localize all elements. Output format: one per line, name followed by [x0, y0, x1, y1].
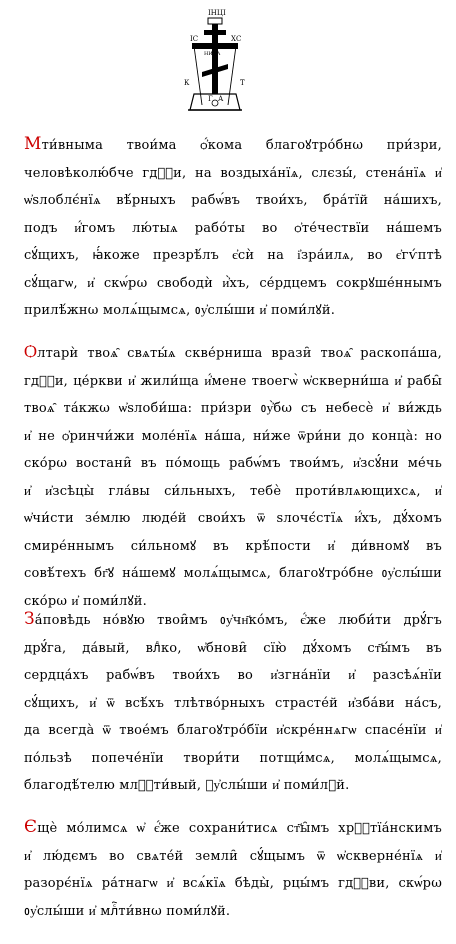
prayer-line: и҆ лю́дємъ во свѧте́й земли̑ сꙋ́щымъ ѿ ѡ҆скверне́нїѧ и҆ — [24, 848, 442, 864]
cross-titulus: ІНЦІ — [208, 9, 226, 17]
prayer-line: За́повѣдь но́вꙋю твои̑мъ ᲂу҆чн҃ко́мъ, є҆́же люби́ти дрꙋ́гъ — [24, 609, 442, 629]
prayer-line: гдⷭ҇и, це́ркви и҆ жили́ща и҆́мене твоегѡ̀ ѡ҆скверни́ша и҆ рабы̑ — [24, 373, 442, 389]
prayer-line: ѡ҆чи́сти зе́млю люде́й свои́хъ ѿ ѕлочє́стїѧ и҆́хъ, дꙋ́хомъ — [24, 511, 442, 526]
drop-initial: М — [24, 134, 42, 154]
prayer-line: разорє́нїѧ ра́тнагѡ и҆ всѧ́кїѧ бѣды̀, рцы́мъ гдⷭ҇ви, скѡ́рω — [24, 876, 442, 891]
prayer-line: человѣколю́бче гдⷭ҇и, на воздыха́нїѧ, слєзы́, стена́нїѧ и҆ — [24, 165, 442, 181]
prayer-line: по́льзѣ попече́нїи твори́ти потщи́мсѧ, молѧ́щымсѧ, — [24, 750, 442, 766]
prayer-paragraph-4 — [24, 814, 442, 925]
cross-label-g: Г — [208, 95, 213, 103]
drop-initial: Є — [24, 817, 38, 837]
prayer-line: ско́рω и҆ поми́лꙋй. — [24, 593, 147, 609]
prayer-line: сꙋ́щихъ, ꙗ҆́коже презрѣ́лъ є҆сѝ на і҆зра́илѧ, во є҆гѵ́птѣ — [24, 248, 442, 263]
cross-label-t: Т — [240, 79, 245, 87]
drop-initial: Ѻ — [24, 342, 38, 362]
prayer-line: совѣ́техъ бг҃ꙋ на́шемꙋ молѧ́щымсѧ, благоꙋтро́бне ᲂу҆слы́ши — [24, 566, 442, 581]
prayer-line: и҆ и҆зсѣцы̀ гла́вы си́льныхъ, тебѐ проти́влѧющихсѧ, и҆ — [24, 483, 442, 499]
prayer-line: сꙋ́щихъ, и҆ ѿ всѣ́хъ тлѣтво́рныхъ страсте́й и҆зба́ви на́съ, — [24, 695, 442, 711]
cross-label-nika: НИКА — [204, 51, 221, 57]
drop-initial: З — [24, 609, 35, 629]
cross-label-is: ІС — [190, 35, 199, 43]
prayer-line: и҆ не ѻ҆ринчи́жи моле́нїѧ на́ша, ни́же ѿри́ни до конца̀: но — [24, 428, 442, 444]
prayer-line: ѡ҆ѕлоблє́нїѧ вѣ́рныхъ рабѡ́въ твои́хъ, бра́тїй на́шихъ, — [24, 193, 442, 208]
prayer-line: сꙋ́щагѡ, и҆ скѡ́рω свободѝ и҆̀хъ, се́рдцемъ сокрꙋше́ннымъ — [24, 275, 442, 291]
prayer-line: Мти́вныма твои́ма ѻ҆́кома благоꙋтро́бнω при́зри, — [24, 134, 442, 154]
prayer-line: дрꙋ́га, да́вый, влⷣко, ѡ҆бнови̑ сїю̀ дꙋ́хомъ ст҃ы́мъ въ — [24, 640, 442, 656]
prayer-line: смире́ннымъ си́льномꙋ въ крѣ́пости и҆ ди́вномꙋ въ — [24, 538, 442, 554]
prayer-line: сердца́хъ рабѡ́въ твои́хъ во и҆згна́нїи и҆ разсѣѧ́нїи — [24, 668, 442, 683]
prayer-line: да всегда̀ ѿ твое́мъ благоꙋтро́бїи и҆скре́ннѧгѡ спасе́нїи и҆ — [24, 723, 442, 738]
prayer-line: Ѻлтарѝ твоѧ̑ свѧты́ѧ скве́рниша врази̑ твоѧ̑ раскопа́ша, — [24, 342, 442, 362]
calvary-cross-icon — [180, 10, 250, 115]
prayer-paragraph-3 — [24, 606, 442, 800]
prayer-paragraph-2 — [24, 339, 442, 615]
prayer-line: Єщѐ мо́лимсѧ ѡ҆ є҆́же сохрани́тисѧ ст҃ы̑мъ хрⷭ҇тїа́нскимъ — [24, 817, 442, 837]
cross-label-hs: ХС — [231, 35, 242, 43]
prayer-line: ᲂу҆слы́ши и҆ млⷭ҇ти́внω поми́лꙋй. — [24, 903, 231, 919]
prayer-paragraph-1 — [24, 131, 442, 325]
cross-label-a: А — [218, 95, 224, 103]
prayer-line: прилѣ́жнω молѧ́щымсѧ, ᲂу҆слы́ши и҆ поми́лꙋй. — [24, 303, 336, 318]
cross-svg — [180, 10, 250, 115]
prayer-line: благодѣ́телю млⷭ҇ти́вый, ᲂу҆слы́ши и҆ поми́лꙋй. — [24, 778, 350, 793]
prayer-line: твоѧ̑ та́кжω ѡ҆ѕлоби́ша: при́зри ᲂу҆̀бω съ небесѐ и҆ ви́ждь — [24, 401, 442, 416]
prayer-line: ско́рω востани̑ въ по́мощь рабѡ́мъ твои́мъ, и҆зсꙋ́ни ме́чь — [24, 456, 442, 471]
cross-label-k: К — [184, 79, 190, 87]
prayer-line: подъ и҆́гомъ лю́тыѧ рабо́ты во ѻ҆те́чествїи на́шемъ — [24, 220, 442, 236]
